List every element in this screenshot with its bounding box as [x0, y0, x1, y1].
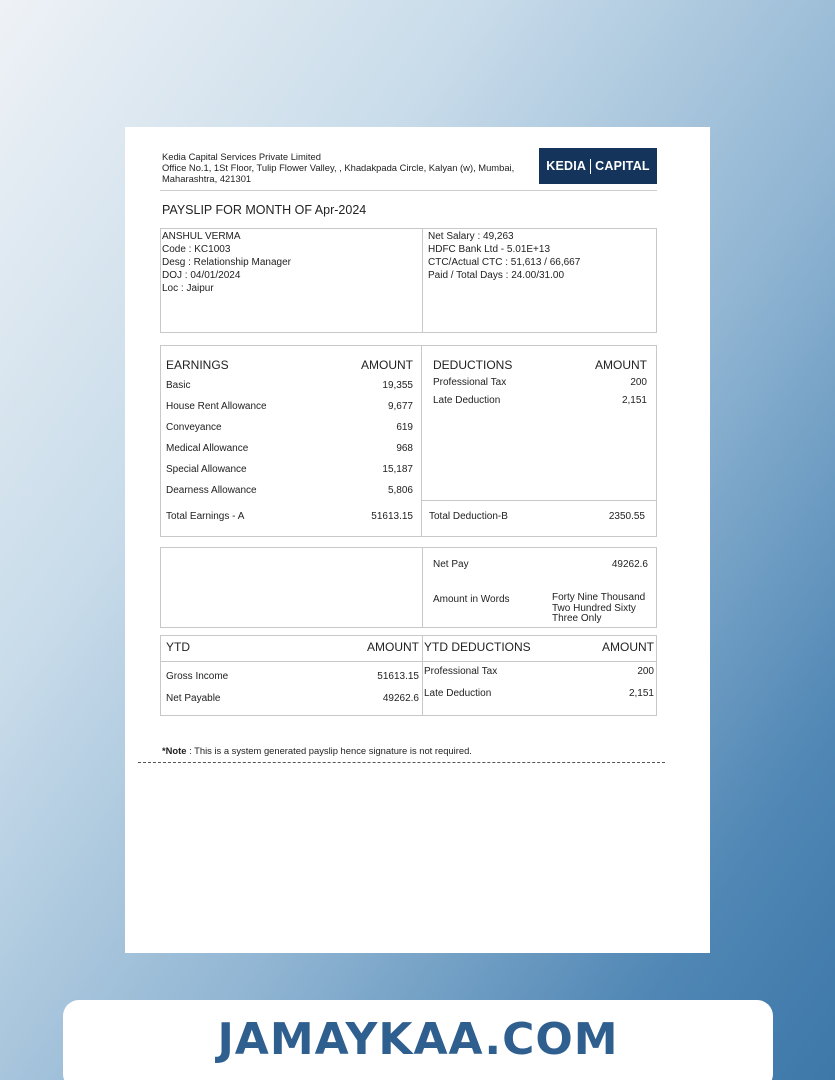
net-pay-label: Net Pay — [433, 559, 469, 570]
bank-account: HDFC Bank Ltd - 5.01E+13 — [428, 244, 551, 255]
deductions-header: DEDUCTIONS — [433, 358, 513, 372]
total-deduction-amount: 2350.55 — [608, 511, 645, 522]
ytd-deduction-label: Professional Tax — [424, 666, 498, 677]
company-address-line1: Office No.1, 1St Floor, Tulip Flower Valley, , Khadakpada Circle, Kalyan (w), Mumbai, — [162, 162, 515, 173]
ytd-deduction-amount: 200 — [637, 666, 654, 677]
ytd-amount: 49262.6 — [382, 693, 419, 704]
ytd-deductions-header: YTD DEDUCTIONS — [424, 640, 531, 654]
watermark-text: JAMAYKAA.COM — [217, 1014, 619, 1065]
earning-label: Medical Allowance — [166, 443, 249, 454]
ytd-amount: 51613.15 — [377, 671, 419, 682]
paid-days: Paid / Total Days : 24.00/31.00 — [428, 270, 565, 281]
ytd-deduction-label: Late Deduction — [424, 688, 492, 699]
ytd-deductions-amount-header: AMOUNT — [602, 640, 654, 654]
logo-word-capital: CAPITAL — [595, 159, 650, 173]
amount-in-words-label: Amount in Words — [433, 594, 510, 605]
earning-label: Dearness Allowance — [166, 485, 257, 496]
net-pay-amount: 49262.6 — [611, 559, 648, 570]
company-address-line2: Maharashtra, 421301 — [162, 173, 252, 184]
employee-code: Code : KC1003 — [162, 244, 231, 255]
note-text: : This is a system generated payslip hence signature is not required. — [189, 745, 472, 756]
earning-label: Basic — [166, 380, 191, 391]
earning-amount: 15,187 — [382, 464, 413, 475]
ytd-amount-header: AMOUNT — [367, 640, 419, 654]
deduction-label: Professional Tax — [433, 377, 507, 388]
signature-note — [162, 745, 472, 756]
deductions-total-divider — [421, 500, 657, 501]
ytd-label: Net Payable — [166, 693, 221, 704]
watermark-banner — [63, 1000, 773, 1080]
ytd-divider — [422, 635, 423, 716]
earnings-deductions-divider — [421, 345, 422, 537]
dashed-separator — [138, 762, 665, 763]
ytd-header-divider — [160, 661, 657, 662]
earnings-amount-header: AMOUNT — [361, 358, 413, 372]
earning-amount: 968 — [396, 443, 413, 454]
total-deduction-label: Total Deduction-B — [429, 511, 508, 522]
logo-divider — [590, 159, 591, 174]
total-earnings-amount: 51613.15 — [371, 511, 413, 522]
earning-amount: 5,806 — [387, 485, 413, 496]
ytd-header: YTD — [166, 640, 190, 654]
logo-word-kedia: KEDIA — [546, 159, 587, 173]
deduction-amount: 200 — [630, 377, 647, 388]
deduction-amount: 2,151 — [621, 395, 647, 406]
header-divider — [160, 190, 657, 191]
company-address — [162, 151, 522, 184]
ctc-info: CTC/Actual CTC : 51,613 / 66,667 — [428, 257, 581, 268]
earning-label: Special Allowance — [166, 464, 247, 475]
earning-amount: 9,677 — [387, 401, 413, 412]
total-earnings-label: Total Earnings - A — [166, 511, 245, 522]
employee-designation: Desg : Relationship Manager — [162, 257, 291, 268]
employee-doj: DOJ : 04/01/2024 — [162, 270, 241, 281]
ytd-label: Gross Income — [166, 671, 229, 682]
amount-in-words: Forty Nine Thousand Two Hundred Sixty Three Only — [552, 592, 646, 624]
deductions-amount-header: AMOUNT — [595, 358, 647, 372]
employee-info-divider — [422, 228, 423, 333]
employee-location: Loc : Jaipur — [162, 283, 214, 294]
company-logo — [539, 148, 657, 184]
earnings-header: EARNINGS — [166, 358, 229, 372]
ytd-deduction-amount: 2,151 — [628, 688, 654, 699]
payslip-document — [125, 127, 710, 953]
earning-amount: 619 — [396, 422, 413, 433]
earning-amount: 19,355 — [382, 380, 413, 391]
page-title: PAYSLIP FOR MONTH OF Apr-2024 — [162, 203, 367, 217]
net-salary: Net Salary : 49,263 — [428, 231, 514, 242]
note-label: *Note — [162, 745, 187, 756]
employee-name: ANSHUL VERMA — [162, 231, 241, 242]
earning-label: House Rent Allowance — [166, 401, 267, 412]
earning-label: Conveyance — [166, 422, 222, 433]
earnings-deductions-box — [160, 345, 657, 537]
net-pay-divider — [422, 547, 423, 628]
company-name: Kedia Capital Services Private Limited — [162, 151, 321, 162]
deduction-label: Late Deduction — [433, 395, 501, 406]
